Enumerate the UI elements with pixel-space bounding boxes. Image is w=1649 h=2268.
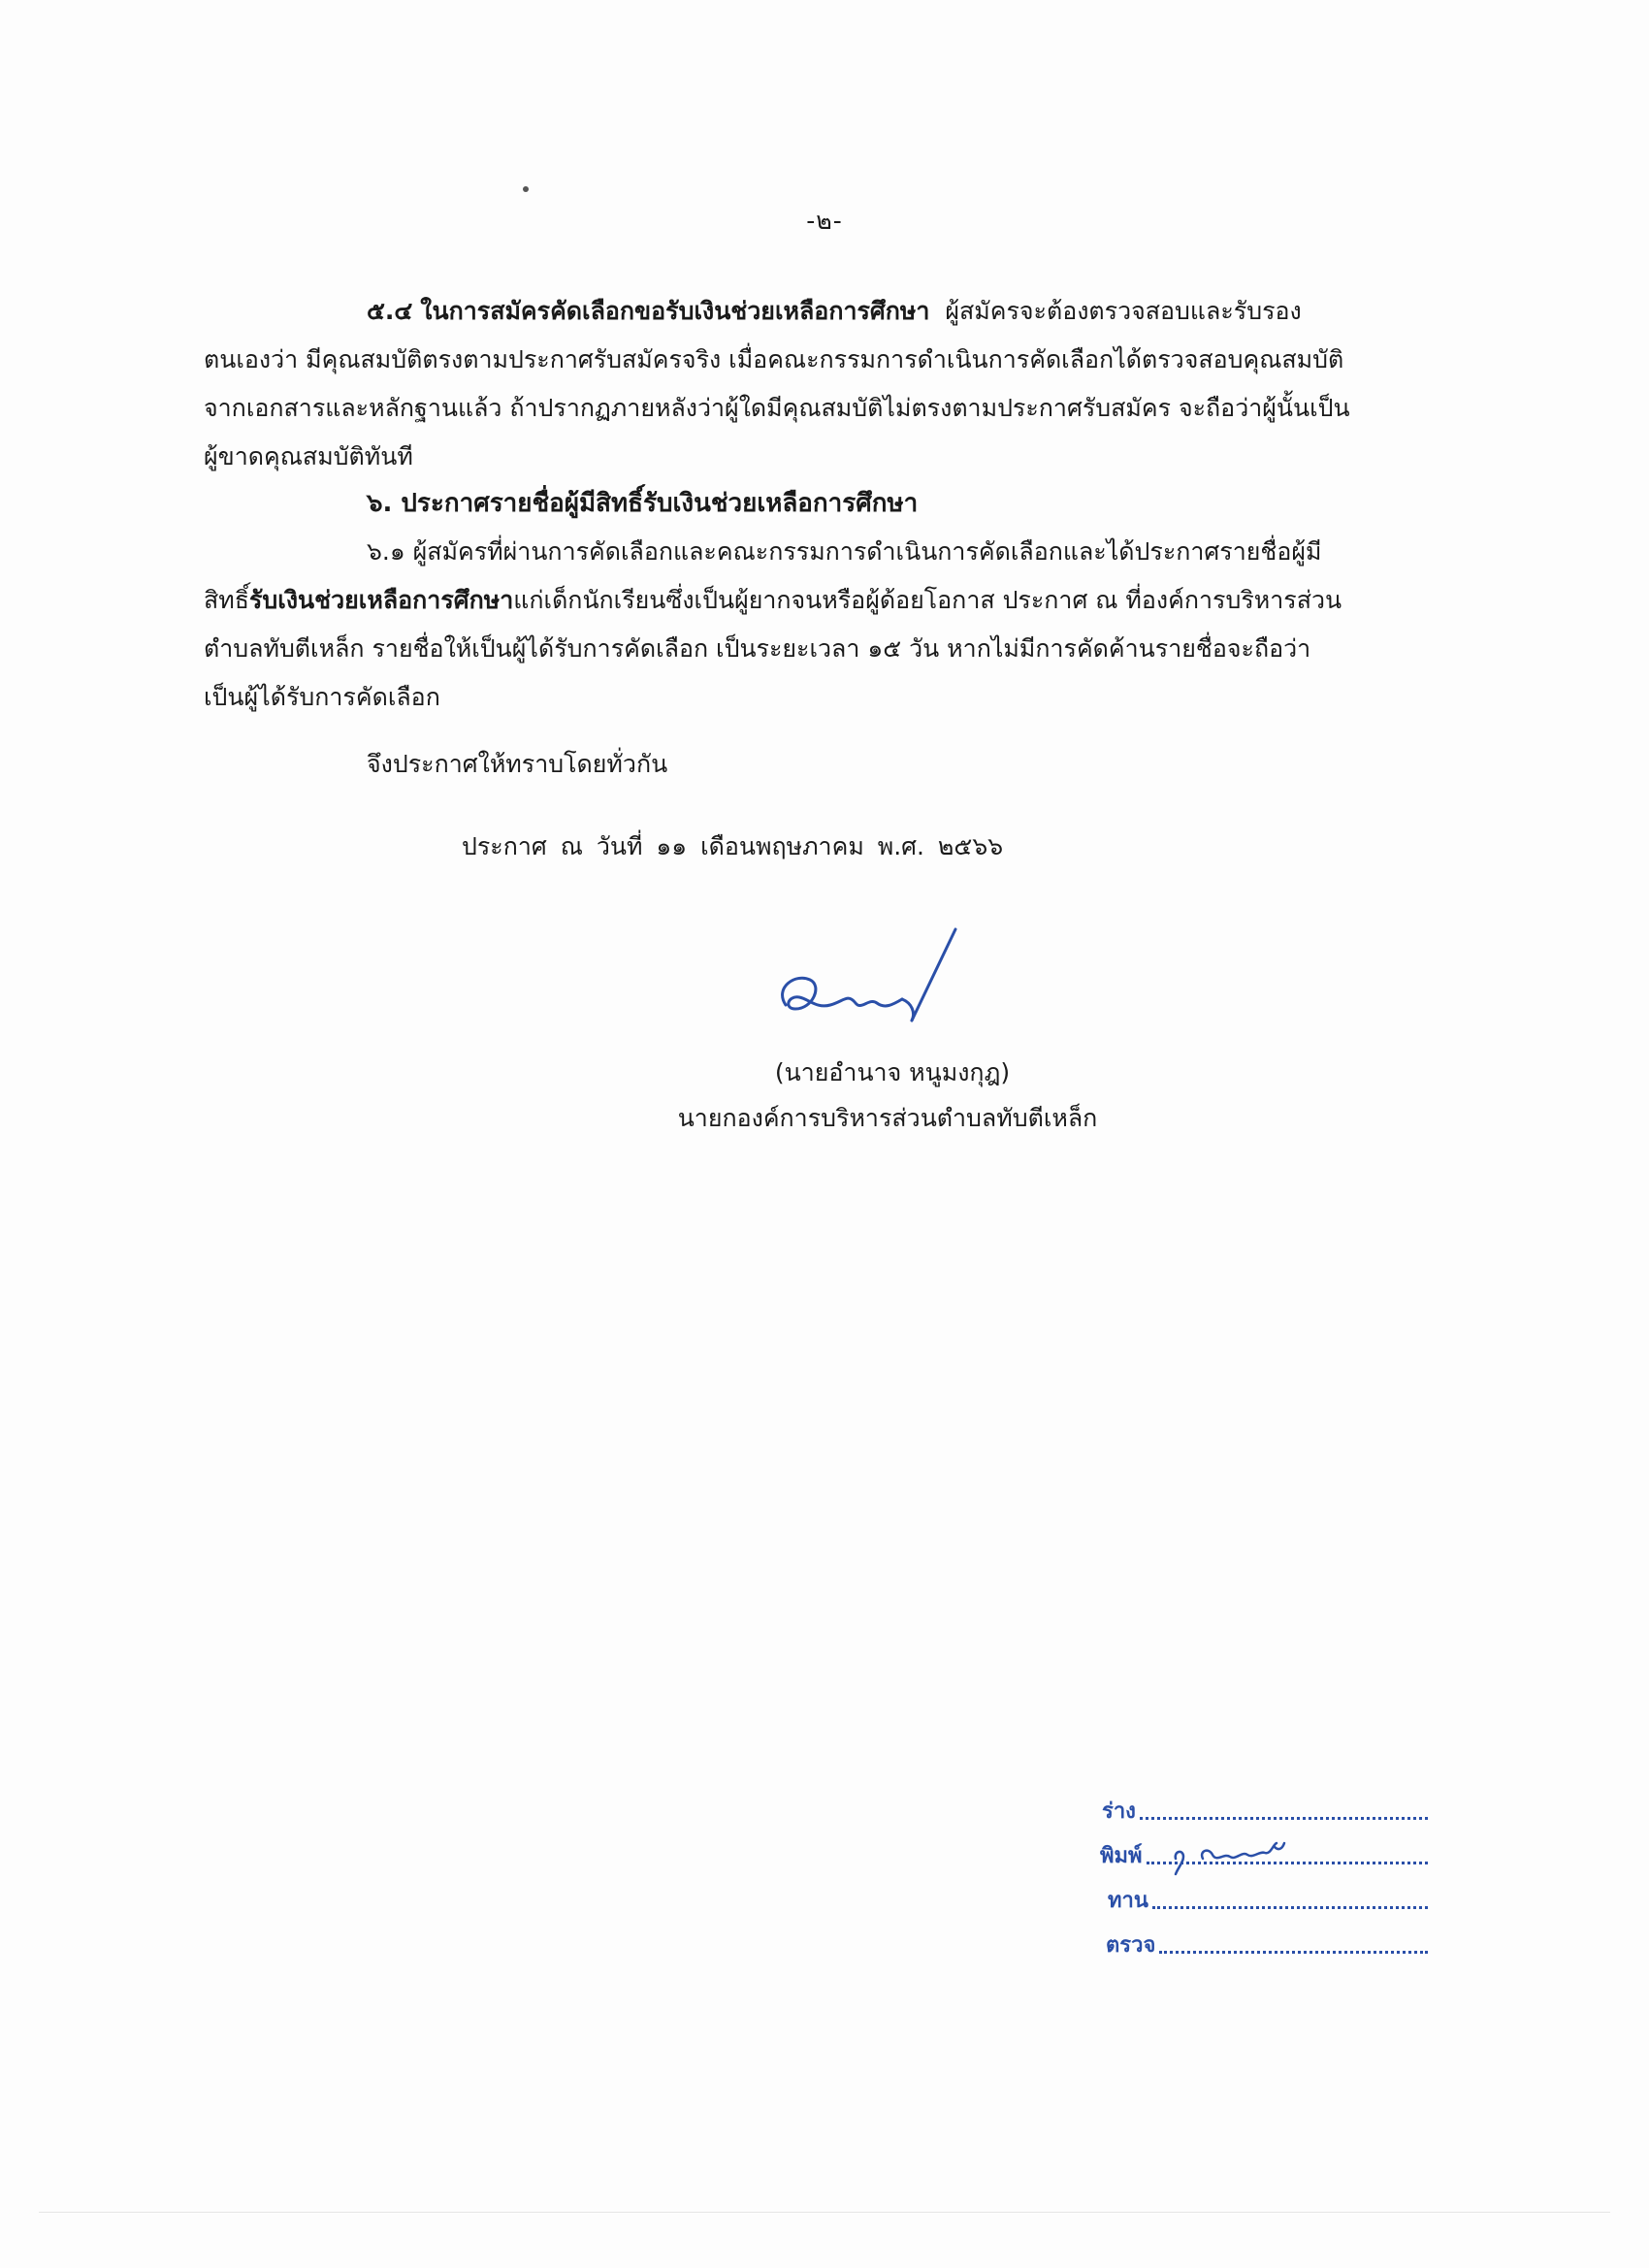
scan-edge-line (39, 2212, 1610, 2213)
section-6-1-line-2-post: แก่เด็กนักเรียนซึ่งเป็นผู้ยากจนหรือผู้ด้อยโอกาส ประกาศ ณ ที่องค์การบริหารส่วน (513, 586, 1342, 614)
signer-title: นายกองค์การบริหารส่วนตำบลทับตีเหล็ก (677, 1104, 1098, 1132)
section-5-4-paragraph (204, 287, 1403, 481)
section-6-1-line-2-bold: รับเงินช่วยเหลือการศึกษา (249, 586, 514, 614)
section-6-1-line-2-pre: สิทธิ์ (204, 586, 249, 614)
section-5-4-line-2: ตนเองว่า มีคุณสมบัติตรงตามประกาศรับสมัครจริง เมื่อคณะกรรมการดำเนินการคัดเลือกได้ตรวจสอบคุณสมบัติ (204, 345, 1344, 373)
section-5-4-line-4: ผู้ขาดคุณสมบัติทันที (204, 442, 413, 470)
section-6-1-line-1: ๖.๑ ผู้สมัครที่ผ่านการคัดเลือกและคณะกรรมการดำเนินการคัดเลือกและได้ประกาศรายชื่อผู้มี (367, 537, 1322, 566)
page-number: -๒- (806, 207, 843, 235)
document-stamp (1098, 1783, 1428, 1961)
signature-image (766, 920, 999, 1046)
stamp-label-check: ตรวจ (1106, 1933, 1156, 1958)
stamp-row-check (1098, 1917, 1428, 1961)
handwritten-initials-image (1170, 1830, 1296, 1876)
section-6-1-line-3: ตำบลทับตีเหล็ก รายชื่อให้เป็นผู้ได้รับการคัดเลือก เป็นระยะเวลา ๑๕ วัน หากไม่มีการคัดค้านรายชื่อจะถือว่า (204, 634, 1311, 663)
stamp-label-print: พิมพ์ (1100, 1844, 1143, 1868)
stamp-dotted-line (1140, 1816, 1428, 1820)
stamp-row-review (1098, 1872, 1428, 1917)
section-6-1-line-4: เป็นผู้ได้รับการคัดเลือก (204, 683, 440, 711)
stamp-row-draft (1098, 1783, 1428, 1828)
stamp-label-draft: ร่าง (1102, 1799, 1136, 1824)
stamp-dotted-line (1159, 1950, 1428, 1954)
announcement-date: ประกาศ ณ วันที่ ๑๑ เดือนพฤษภาคม พ.ศ. ๒๕๖๖ (462, 832, 1004, 860)
stamp-label-review: ทาน (1108, 1889, 1148, 1913)
scan-speck (523, 186, 529, 192)
stamp-dotted-line (1152, 1905, 1428, 1909)
section-5-4-line-1-rest: ผู้สมัครจะต้องตรวจสอบและรับรอง (945, 297, 1302, 325)
section-6-1-paragraph (204, 528, 1403, 722)
section-5-4-heading: ในการสมัครคัดเลือกขอรับเงินช่วยเหลือการศึกษา (420, 297, 930, 325)
section-5-4-line-3: จากเอกสารและหลักฐานแล้ว ถ้าปรากฏภายหลังว่าผู้ใดมีคุณสมบัติไม่ตรงตามประกาศรับสมัคร จะถือว่าผู้นั้นเป็น (204, 394, 1350, 422)
announcement-text: จึงประกาศให้ทราบโดยทั่วกัน (367, 750, 668, 778)
stamp-row-print (1098, 1828, 1428, 1872)
section-5-4-number: ๕.๔ (367, 297, 413, 325)
section-6-1-line-2 (204, 576, 1403, 625)
signer-name: (นายอำนาจ หนูมงกุฎ) (774, 1058, 1011, 1086)
section-5-4-line-1 (367, 287, 1403, 336)
section-6-heading: ๖. ประกาศรายชื่อผู้มีสิทธิ์รับเงินช่วยเหลือการศึกษา (367, 489, 919, 518)
